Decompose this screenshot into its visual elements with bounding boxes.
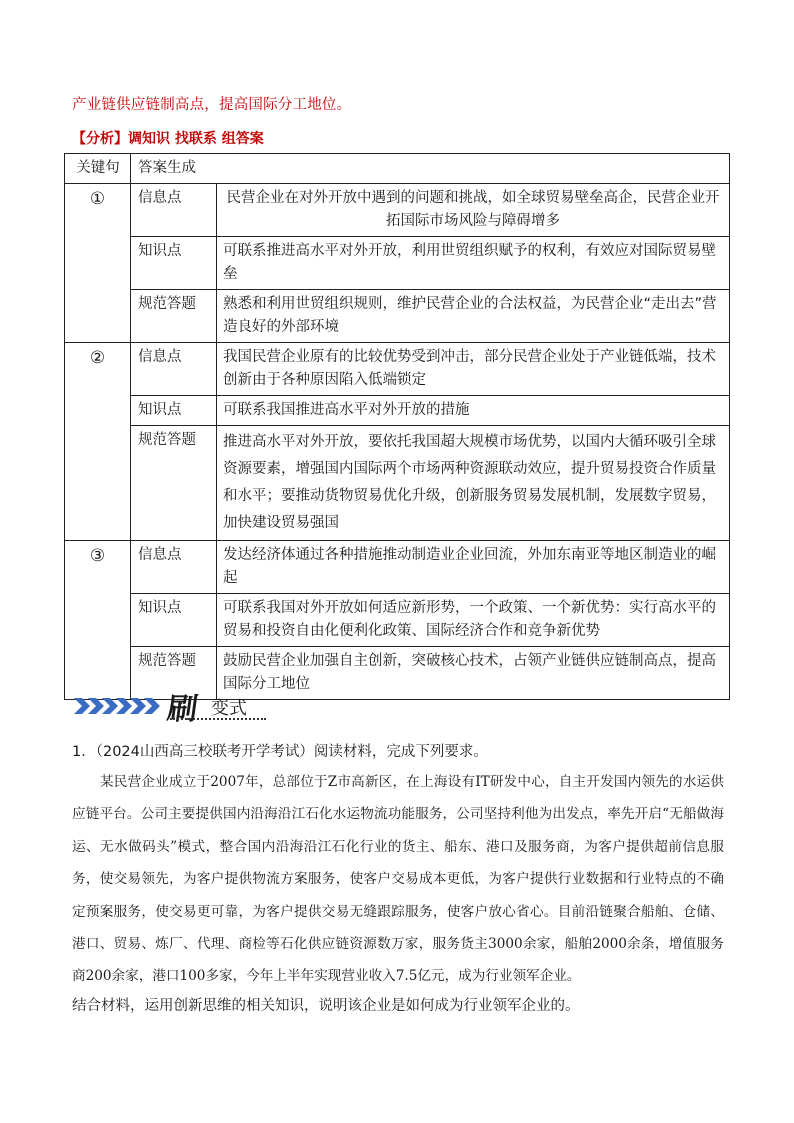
row-text: 鼓励民营企业加强自主创新，突破核心技术，占领产业链供应链制高点，提高国际分工地位	[217, 647, 730, 700]
row-label: 知识点	[131, 237, 217, 290]
table-row	[65, 426, 730, 541]
answer-table	[64, 153, 730, 700]
question-material: 某民营企业成立于2007年，总部位于Z市高新区，在上海设有IT研发中心，自主开发国内领先的水运供应链平台。公司主要提供国内沿海沿江石化水运物流功能服务，公司坚持利他为出发点，率先开启“无船做海运、无水做码头”模式，整合国内沿海沿江石化行业的货主、船东、港口及服务商，为客户提供超前信息服务，使交易领先，为客户提供物流方案服务，使客户交易成本更低，为客户提供行业数据和行业特点的不确定预案服务，使交易更可靠，为客户提供交易无缝跟踪服务，使客户放心省心。目前沿链聚合船舶、仓储、港口、贸易、炼厂、代理、商检等石化供应链资源数万家，服务货主3000余家，船舶2000余条，增值服务商200余家，港口100多家，今年上半年实现营业收入7.5亿元，成为行业领军企业。	[72, 774, 724, 985]
question-task: 结合材料，运用创新思维的相关知识，说明该企业是如何成为行业领军企业的。	[72, 998, 580, 1014]
key-marker: ②	[65, 343, 131, 541]
key-marker: ①	[65, 184, 131, 343]
header-key-sentence: 关键句	[65, 154, 131, 184]
banner-title: 变式	[211, 698, 247, 719]
row-text: 我国民营企业原有的比较优势受到冲击，部分民营企业处于产业链低端，技术创新由于各种原因陷入低端锁定	[217, 343, 730, 396]
analysis-heading: 【分析】调知识 找联系 组答案	[72, 131, 264, 147]
previous-answer-tail: 产业链供应链制高点，提高国际分工地位。	[72, 97, 352, 113]
row-label: 规范答题	[131, 290, 217, 343]
dotted-underline	[170, 718, 266, 720]
table-row	[65, 541, 730, 594]
row-label: 信息点	[131, 343, 217, 396]
table-header-row	[65, 154, 730, 184]
table-row	[65, 237, 730, 290]
question-heading: 1．（2024山西高三校联考开学考试）阅读材料，完成下列要求。	[72, 744, 488, 760]
key-marker: ③	[65, 541, 131, 700]
practice-banner	[74, 684, 274, 726]
header-answer-generation: 答案生成	[131, 154, 730, 184]
row-label: 知识点	[131, 396, 217, 426]
table-row	[65, 343, 730, 396]
row-text: 可联系我国对外开放如何适应新形势，一个政策、一个新优势：实行高水平的贸易和投资自由化便利化政策、国际经济合作和竞争新优势	[217, 594, 730, 647]
row-text: 熟悉和利用世贸组织规则，维护民营企业的合法权益，为民营企业“走出去”营造良好的外部环境	[217, 290, 730, 343]
row-text: 民营企业在对外开放中遇到的问题和挑战，如全球贸易壁垒高企，民营企业开拓国际市场风险与障碍增多	[217, 184, 730, 237]
row-text: 推进高水平对外开放，要依托我国超大规模市场优势，以国内大循环吸引全球资源要素，增强国内国际两个市场两种资源联动效应，提升贸易投资合作质量和水平；要推动货物贸易优化升级，创新服务贸易发展机制，发展数字贸易，加快建设贸易强国	[217, 426, 730, 541]
brush-character: 刷	[165, 692, 200, 727]
row-label: 信息点	[131, 541, 217, 594]
row-label: 规范答题	[131, 647, 217, 700]
row-text: 发达经济体通过各种措施推动制造业企业回流，外加东南亚等地区制造业的崛起	[217, 541, 730, 594]
row-label: 规范答题	[131, 426, 217, 541]
row-label: 信息点	[131, 184, 217, 237]
row-label: 知识点	[131, 594, 217, 647]
row-text: 可联系推进高水平对外开放，利用世贸组织赋予的权利，有效应对国际贸易壁垒	[217, 237, 730, 290]
table-row	[65, 290, 730, 343]
table-row	[65, 184, 730, 237]
chevron-arrows-icon	[74, 696, 164, 716]
row-text: 可联系我国推进高水平对外开放的措施	[217, 396, 730, 426]
table-row	[65, 396, 730, 426]
table-row	[65, 594, 730, 647]
